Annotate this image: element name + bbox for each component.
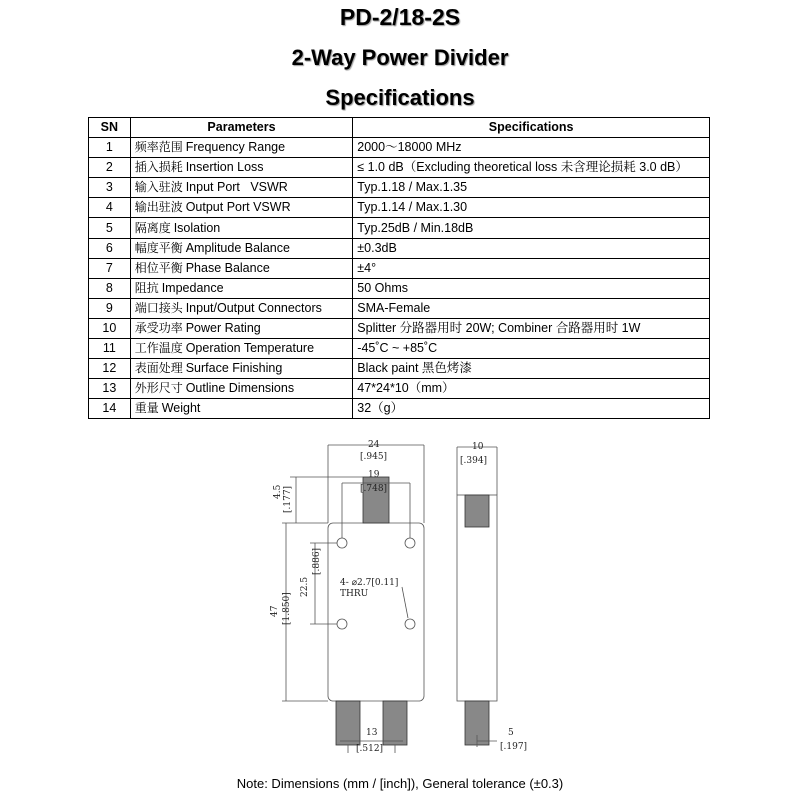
row-parameter	[130, 158, 353, 178]
table-row	[89, 158, 710, 178]
output-connector-2	[383, 701, 407, 745]
table-row	[89, 379, 710, 399]
row-parameter-cn: 端口接头	[134, 300, 183, 315]
model-title: PD-2/18-2S	[339, 4, 461, 30]
col-spec-header: Specifications	[353, 118, 710, 138]
row-sn: 4	[89, 198, 131, 218]
mount-hole-1	[337, 538, 347, 548]
row-parameter-cn: 外形尺寸	[134, 381, 183, 396]
row-parameter-cn: 工作温度	[134, 341, 183, 356]
hole-note-thru: THRU	[340, 589, 369, 599]
dim-thickness-in: [.394]	[460, 456, 488, 466]
row-parameter-cn: 承受功率	[134, 320, 183, 335]
row-spec: Typ.25dB / Min.18dB	[353, 218, 710, 238]
table-row	[89, 138, 710, 158]
row-parameter-en: Amplitude Balance	[185, 240, 290, 255]
row-parameter-en: Power Rating	[185, 320, 261, 335]
row-parameter-en: Phase Balance	[185, 260, 270, 275]
row-parameter-cn: 隔离度	[134, 220, 171, 235]
dim-length-in: [1.850]	[282, 592, 292, 625]
row-sn: 14	[89, 399, 131, 419]
dim-sideoffset-in: [.197]	[500, 742, 528, 752]
row-sn: 2	[89, 158, 131, 178]
mount-hole-3	[337, 619, 347, 629]
side-connector-top	[465, 495, 489, 527]
row-parameter	[130, 298, 353, 318]
row-spec: 32（g）	[353, 399, 710, 419]
dim-outspacing-mm: 13	[366, 728, 378, 738]
row-parameter-cn: 表面处理	[134, 361, 183, 376]
row-spec: Typ.1.14 / Max.1.30	[353, 198, 710, 218]
table-header-row	[89, 118, 710, 138]
dim-pitch-in: [.886]	[312, 547, 322, 575]
tolerance-note: Note: Dimensions (mm / [inch]), General tolerance (±0.3)	[236, 776, 564, 791]
row-sn: 3	[89, 178, 131, 198]
row-spec: Typ.1.18 / Max.1.35	[353, 178, 710, 198]
row-parameter-en: Insertion Loss	[185, 160, 264, 175]
dim-sideoffset-mm: 5	[508, 728, 514, 738]
row-parameter-en: Surface Finishing	[185, 361, 283, 376]
dim-outspacing-in: [.512]	[356, 744, 384, 754]
dim-length-mm: 47	[270, 605, 280, 617]
row-parameter-cn: 阻抗	[134, 280, 159, 295]
row-parameter-en: Weight	[161, 401, 201, 416]
hole-note: 4- ⌀2.7[0.11]	[340, 578, 399, 588]
row-parameter	[130, 379, 353, 399]
row-spec: 50 Ohms	[353, 278, 710, 298]
row-spec: Black paint 黑色烤漆	[353, 359, 710, 379]
row-spec: 2000～18000 MHz	[353, 138, 710, 158]
row-parameter-cn: 相位平衡	[134, 260, 183, 275]
row-parameter	[130, 198, 353, 218]
table-row	[89, 258, 710, 278]
row-sn: 11	[89, 339, 131, 359]
row-parameter	[130, 178, 353, 198]
row-parameter-en: Operation Temperature	[185, 341, 315, 356]
row-sn: 9	[89, 298, 131, 318]
row-spec: -45˚C ~ +85˚C	[353, 339, 710, 359]
dim-pitch-mm: 22.5	[300, 576, 310, 597]
dim-width-in: [.945]	[360, 452, 388, 462]
row-parameter	[130, 258, 353, 278]
table-row	[89, 298, 710, 318]
row-parameter-cn: 输出驻波	[134, 200, 183, 215]
row-parameter	[130, 278, 353, 298]
row-sn: 8	[89, 278, 131, 298]
dim-conn-in: [.177]	[283, 485, 293, 513]
row-parameter-cn: 重量	[134, 401, 159, 416]
row-sn: 7	[89, 258, 131, 278]
row-parameter	[130, 218, 353, 238]
row-parameter	[130, 238, 353, 258]
row-sn: 5	[89, 218, 131, 238]
row-parameter-en: Frequency Range	[185, 140, 286, 155]
dim-conn-mm: 4.5	[273, 484, 283, 499]
table-row	[89, 198, 710, 218]
row-parameter	[130, 399, 353, 419]
row-parameter-cn: 幅度平衡	[134, 240, 183, 255]
row-spec: ±4°	[353, 258, 710, 278]
mount-hole-4	[405, 619, 415, 629]
table-row	[89, 359, 710, 379]
row-sn: 6	[89, 238, 131, 258]
mount-hole-2	[405, 538, 415, 548]
row-spec: ±0.3dB	[353, 238, 710, 258]
row-sn: 10	[89, 318, 131, 338]
front-body	[328, 523, 424, 701]
row-parameter-cn: 频率范围	[134, 140, 183, 155]
row-spec: 47*24*10（mm）	[353, 379, 710, 399]
output-connector-1	[336, 701, 360, 745]
spec-table	[88, 117, 710, 419]
dim-holespan-mm: 19	[368, 470, 380, 480]
row-parameter-cn: 输入驻波	[134, 180, 183, 195]
row-parameter	[130, 318, 353, 338]
table-row	[89, 238, 710, 258]
row-parameter	[130, 138, 353, 158]
section-title: Specifications	[325, 85, 475, 110]
row-parameter	[130, 359, 353, 379]
row-spec: SMA-Female	[353, 298, 710, 318]
row-parameter-en: Outline Dimensions	[185, 381, 295, 396]
col-sn-header: SN	[89, 118, 131, 138]
table-row	[89, 178, 710, 198]
table-row	[89, 218, 710, 238]
row-parameter-en: Input Port VSWR	[185, 180, 288, 195]
col-param-header: Parameters	[130, 118, 353, 138]
dimension-drawing	[260, 435, 560, 755]
row-parameter-en: Isolation	[173, 220, 221, 235]
table-row	[89, 278, 710, 298]
product-title: 2-Way Power Divider	[291, 45, 509, 70]
dim-holespan-in: [.748]	[360, 484, 388, 494]
table-row	[89, 339, 710, 359]
row-sn: 1	[89, 138, 131, 158]
row-spec: Splitter 分路器用时 20W; Combiner 合路器用时 1W	[353, 318, 710, 338]
table-row	[89, 399, 710, 419]
row-parameter	[130, 339, 353, 359]
dim-thickness-mm: 10	[472, 442, 484, 452]
row-sn: 12	[89, 359, 131, 379]
row-parameter-cn: 插入损耗	[134, 160, 183, 175]
dim-width-mm: 24	[368, 440, 380, 450]
row-parameter-en: Impedance	[161, 280, 224, 295]
table-row	[89, 318, 710, 338]
row-spec: ≤ 1.0 dB（Excluding theoretical loss 未含理论损耗 3.0 dB）	[353, 158, 710, 178]
row-parameter-en: Output Port VSWR	[185, 200, 291, 215]
row-sn: 13	[89, 379, 131, 399]
row-parameter-en: Input/Output Connectors	[185, 300, 322, 315]
